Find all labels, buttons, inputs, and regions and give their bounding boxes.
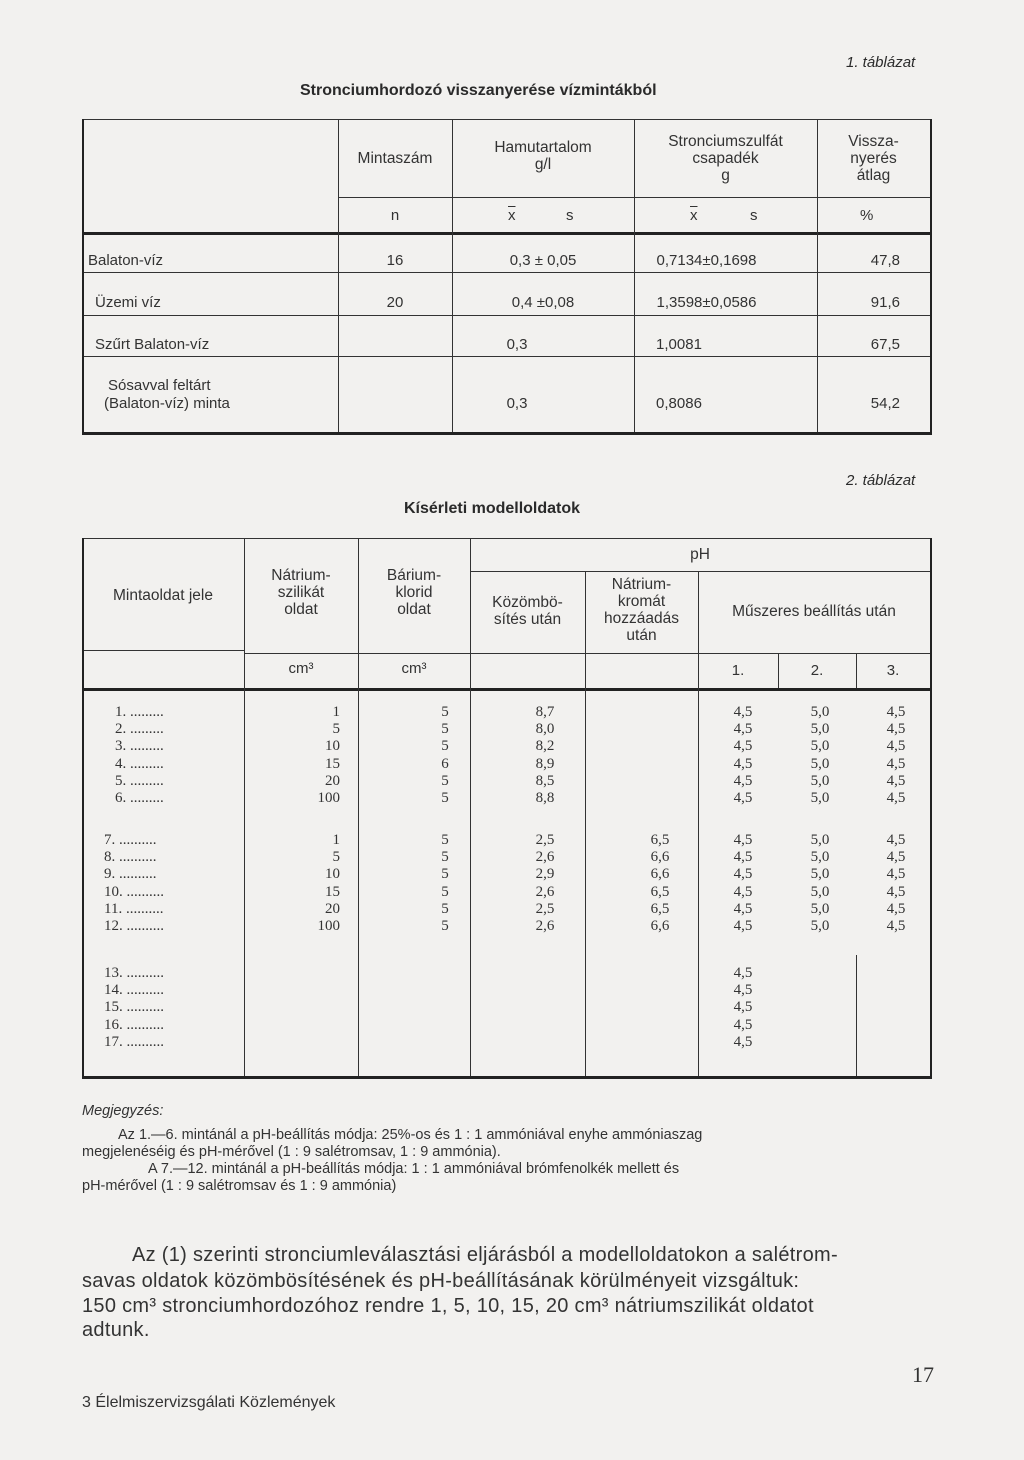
table1-header-hamu: Hamutartalom g/l — [494, 139, 592, 173]
note-line: pH-mérővel (1 : 9 salétromsav és 1 : 9 ammónia) — [82, 1178, 397, 1194]
note-heading: Megjegyzés: — [82, 1103, 164, 1119]
group-m1: 4,5 4,5 4,5 4,5 4,5 4,5 — [733, 832, 753, 934]
group-labels: 7. .......... 8. .......... 9. .......... 10. .......... 11. .......... 12. .......... — [104, 832, 164, 934]
page-number: 17 — [912, 1362, 934, 1387]
table2-caption: 2. táblázat — [846, 472, 916, 489]
table2-unit-m1: 1. — [731, 662, 745, 679]
group-labels: 1. ......... 2. ......... 3. ......... 4. ......... 5. ......... 6. ......... — [115, 704, 164, 806]
body-line: savas oldatok közömbösítésének és pH-beállításának körülményeit vizsgáltuk: — [82, 1270, 800, 1292]
group-labels: 13. .......... 14. .......... 15. .......... 16. .......... 17. .......... — [104, 965, 164, 1050]
body-line: Az (1) szerinti stronciumleválasztási eljárásból a modelloldatokon a salétrom- — [132, 1244, 838, 1266]
table1-header-stroncium: Stronciumszulfát csapadék g — [668, 133, 783, 184]
table2-header-barium: Bárium- klorid oldat — [386, 567, 442, 618]
group-m2: 5,0 5,0 5,0 5,0 5,0 5,0 — [810, 832, 830, 934]
table2-header-ph: pH — [690, 546, 710, 563]
group-m1: 4,5 4,5 4,5 4,5 4,5 4,5 — [733, 704, 753, 806]
group-koz: 8,7 8,0 8,2 8,9 8,5 8,8 — [535, 704, 555, 806]
note-line: Az 1.—6. mintánál a pH-beállítás módja: 25%-os és 1 : 1 ammóniával enyhe ammóniaszag — [118, 1127, 703, 1143]
note-line: megjelenéséig és pH-mérővel (1 : 9 salétromsav, 1 : 9 ammónia). — [82, 1144, 501, 1160]
group-m3: 4,5 4,5 4,5 4,5 4,5 4,5 — [886, 704, 906, 806]
group-na: 1 5 10 15 20 100 — [317, 704, 340, 806]
table1-sub-pct: % — [860, 207, 874, 224]
table1-header-mintaszam: Mintaszám — [357, 150, 433, 167]
table1-header-vissza: Vissza- nyerés átlag — [848, 133, 899, 184]
group-m1: 4,5 4,5 4,5 4,5 4,5 — [733, 965, 753, 1050]
table1-sub-n: n — [390, 207, 400, 224]
table1-sub-s2: s — [750, 207, 758, 224]
table1-title: Stronciumhordozó visszanyerése vízmintákból — [300, 82, 657, 99]
body-line: 150 cm³ stronciumhordozóhoz rendre 1, 5, 10, 15, 20 cm³ nátriumszilikát oldatot — [82, 1295, 814, 1317]
table1-caption: 1. táblázat — [846, 54, 916, 71]
group-krom: 6,5 6,6 6,6 6,5 6,5 6,6 — [650, 832, 670, 934]
group-koz: 2,5 2,6 2,9 2,6 2,5 2,6 — [535, 832, 555, 934]
group-m2: 5,0 5,0 5,0 5,0 5,0 5,0 — [810, 704, 830, 806]
table1-sub-s1: s — [566, 207, 574, 224]
table1-sub-x1: $\overline{x}$ — [508, 207, 516, 224]
table2-header-natrium: Nátrium- szilikát oldat — [271, 567, 331, 618]
body-line: adtunk. — [82, 1319, 150, 1341]
group-m3: 4,5 4,5 4,5 4,5 4,5 4,5 — [886, 832, 906, 934]
table2-header-jele: Mintaoldat jele — [113, 587, 213, 604]
note-line: A 7.—12. mintánál a pH-beállítás módja: 1 : 1 ammóniával brómfenolkék mellett és — [148, 1161, 680, 1177]
footer-journal: 3 Élelmiszervizsgálati Közlemények — [82, 1394, 336, 1411]
table2-title: Kísérleti modelloldatok — [404, 500, 581, 517]
table2-header-kozombo: Közömbö- sítés után — [492, 594, 563, 628]
table2-unit-m3: 3. — [886, 662, 900, 679]
group-ba: 5 5 5 6 5 5 — [441, 704, 449, 806]
table2-unit-cm-na: cm³ — [288, 660, 314, 677]
table2-unit-cm-ba: cm³ — [401, 660, 427, 677]
group-na: 1 5 10 15 20 100 — [317, 832, 340, 934]
table2-header-muszeres: Műszeres beállítás után — [732, 603, 896, 620]
table1-sub-x2: $\overline{x}$ — [690, 207, 698, 224]
table2-header-kromat: Nátrium- kromát hozzáadás után — [604, 576, 679, 644]
table2-unit-m2: 2. — [810, 662, 824, 679]
group-ba: 5 5 5 5 5 5 — [441, 832, 449, 934]
